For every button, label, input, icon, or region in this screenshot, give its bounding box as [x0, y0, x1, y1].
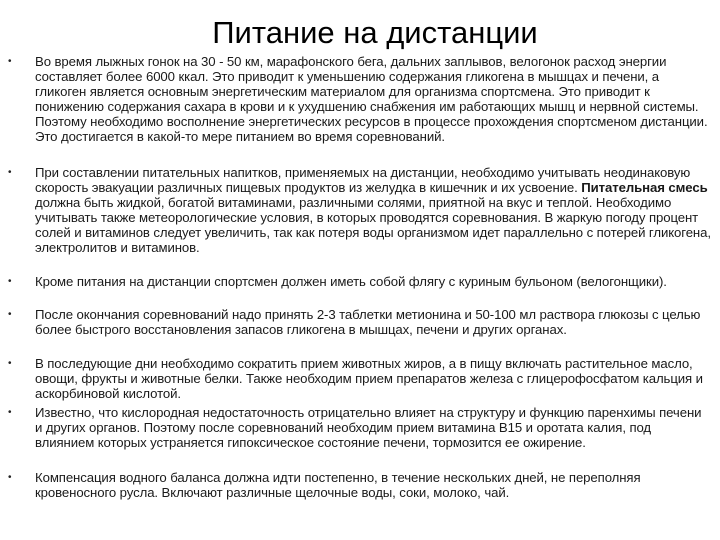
bullet-text-part: При составлении питательных напитков, применяемых на дистанции, необходимо учитывать неодинаковую скорость эвакуации различных пищевых продуктов из желудка в кишечник и их усвоение.: [35, 165, 691, 195]
bullet-text: Компенсация водного баланса должна идти постепенно, в течение нескольких дней, не переполняя кровеносного русла. Включают различные щелочные воды, соки, молоко, чай.: [35, 470, 641, 500]
bullet-text: [35, 165, 711, 255]
bullet-text: Кроме питания на дистанции спортсмен должен иметь собой флягу с куриным бульоном (велогонщики).: [35, 274, 667, 289]
bullet-text: Известно, что кислородная недостаточность отрицательно влияет на структуру и функцию паренхимы печени и других органов. Поэтому после соревнований необходим прием витамина B15 и оротата калия, под влиянием которых устраняется гипоксическое состояние печени, тормозится ее ожирение.: [35, 405, 702, 450]
bullet-text-part: должна быть жидкой, богатой витаминами, различными солями, приятной на вкус и теплой. Необходимо учитывать также метеорологические условия, в которых проводятся соревнования. В жаркую погоду процент солей и витаминов следует увеличить, так как потеря воды организмом идет параллельно с потерей гликогена, электролитов и витаминов.: [35, 195, 711, 255]
bullet-icon: •: [8, 309, 12, 320]
bullet-icon: •: [8, 407, 12, 418]
slide-title: Питание на дистанции: [212, 15, 538, 50]
bullet-icon: •: [8, 276, 12, 287]
bullet-text: Во время лыжных гонок на 30 - 50 км, марафонского бега, дальних заплывов, велогонок расход энергии составляет более 6000 ккал. Это приводит к уменьшению содержания гликогена в мышцах и печени, а гликоген является основным энергетическим материалом для организма спортсмена. Это приводит к понижению содержания сахара в крови и к ухудшению снабжения им работающих мышц и нервной системы. Поэтому необходимо восполнение энергетических ресурсов в процессе прохождения спортсменом дистанции. Это достигается в какой-то мере питанием во время соревнований.: [35, 54, 708, 144]
bullet-icon: •: [8, 358, 12, 369]
bullet-text: В последующие дни необходимо сократить прием животных жиров, а в пищу включать растительное масло, овощи, фрукты и животные белки. Также необходим прием препаратов железа с глицерофосфатом кальция и аскорбиновой кислотой.: [35, 356, 703, 401]
bullet-icon: •: [8, 167, 12, 178]
bullet-icon: •: [8, 472, 12, 483]
bullet-icon: •: [8, 56, 12, 67]
bullet-text-bold: Питательная смесь: [581, 180, 708, 195]
bullet-text: После окончания соревнований надо принять 2-3 таблетки метионина и 50-100 мл раствора глюкозы с целью более быстрого восстановления запасов гликогена в мышцах, печени и других органах.: [35, 307, 701, 337]
